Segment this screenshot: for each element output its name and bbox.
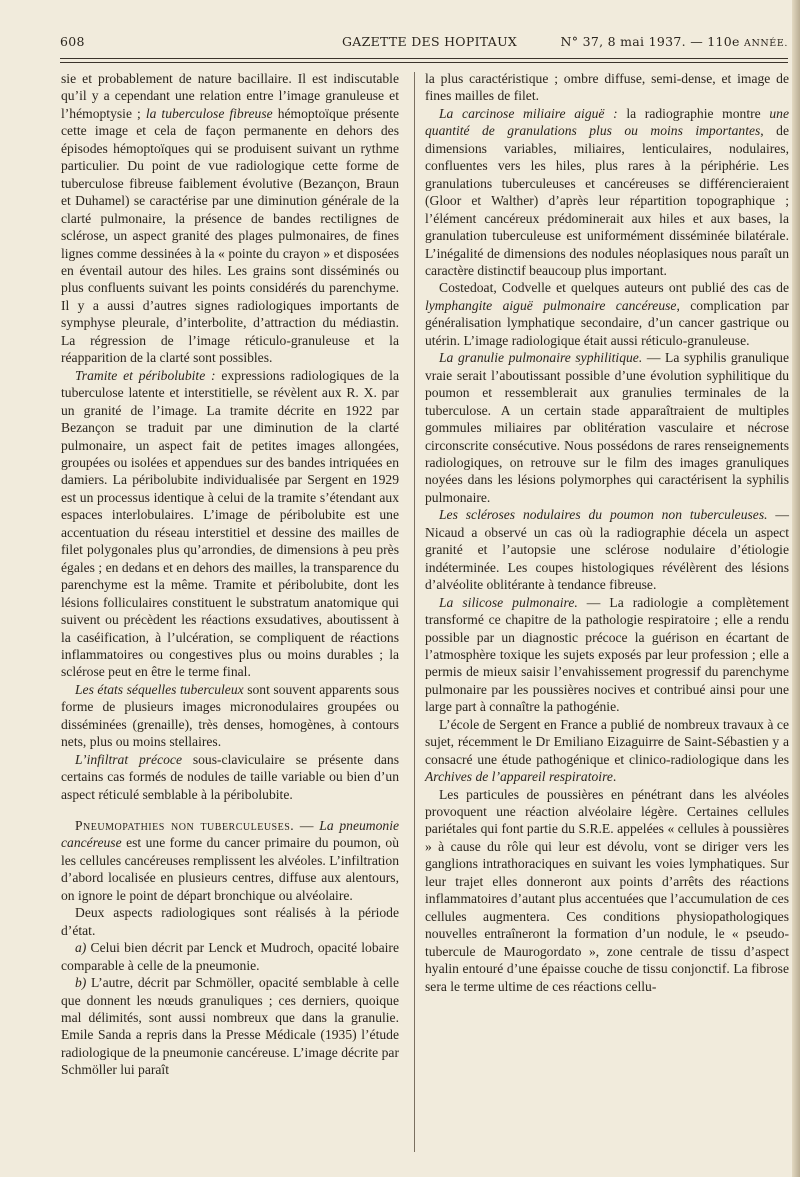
paragraph (61, 817, 399, 904)
italic-text: La carcinose miliaire aiguë : (439, 105, 618, 121)
italic-text: La silicose pulmonaire. (439, 594, 578, 610)
paragraph (61, 367, 399, 681)
paragraph (425, 279, 789, 349)
italic-text: La pneumonie cancéreuse (61, 818, 400, 851)
text-run: — La radiologie a complètement transformé ce chapitre de la pathologie respiratoire ; elle a rendu possible par un diagnostic précoce la guérison en écartant de l’atmosphère toxique les sujets exposés par leur profession ; elle a permis de mieux saisir l’envahissement progressif du parenchyme pulmonaire par les poussières nocives et contribué ainsi pour une large part à connaître la pathogénie. (425, 594, 789, 715)
paragraph (425, 786, 789, 995)
journal-title: GAZETTE DES HOPITAUX (342, 34, 518, 49)
text-run: L’école de Sergent en France a publié de nombreux travaux à ce sujet, récemment le Dr Emiliano Eizaguirre de Saint-Sébastien y a consacré une étude pathogénique et clinico-radiologique dans les (425, 716, 789, 767)
italic-text: La granulie pulmonaire syphilitique. (439, 350, 643, 366)
left-column (61, 70, 399, 1079)
italic-text: L’infiltrat précoce (75, 751, 182, 767)
header-rule (60, 58, 788, 59)
text-run: sous-claviculaire se présente dans certains cas formés de nodules de taille variable ou bien d’un aspect réticulé semblable à la péribolubite. (61, 751, 399, 802)
italic-text: a) (75, 940, 87, 956)
text-run: — La syphilis granulique vraie serait l’aboutissant possible d’une évolution syphilitique du poumon et ressemblerait aux granulies terminales de la tuberculose. A un certain stade apparaîtraient de multiples gommules miliaires par oblitération vasculaire et nécrose circonscrite consécutive. Nous possédons de rares renseignements radiologiques, on retrouve sur le film des images granuliques noyées dans les lésions polymorphes qui caractérisent la syphilis pulmonaire. (425, 350, 789, 505)
italic-text: b) (75, 975, 87, 991)
paragraph (61, 751, 399, 803)
text-run: sont souvent apparents sous forme de plusieurs images micronodulaires groupées ou disséminées (grenaille), très denses, homogènes, à contours nets, plus ou moins stellaires. (61, 681, 399, 750)
paragraph (425, 70, 789, 105)
issue-date: N° 37, 8 mai 1937. — 110e (560, 34, 740, 49)
italic-text: Les états séquelles tuberculeux (75, 681, 244, 697)
text-run: — (294, 818, 320, 834)
paragraph (61, 904, 399, 939)
paragraph (61, 70, 399, 367)
text-run: L’autre, décrit par Schmöller, opacité semblable à celle que donnent les nœuds granuliques ; ces derniers, quoique mal délimités, sont aussi nombreux que dans la granulie. Emile Sanda a repris dans la Presse Médicale (1935) l’étude radiologique de la pneumonie cancéreuse. L’image décrite par Schmöller lui paraît (61, 975, 399, 1078)
text-run: Les particules de poussières en pénétrant dans les alvéoles provoquent une réaction alvéolaire légère. Certaines cellules pariétales qui font partie du S.R.E. appelées « cellules à poussières » à cause du rôle qui leur est dévolu, vont se diriger vers les ganglions intrathoraciques en suivant les voies lymphatiques. Sur leur trajet elles donneront aux points d’arrêts des réactions inflammatoires d’autant plus accentuées que l’accumulation de ces cellules augmentera. Ces conditions physiopathologiques nouvelles entraîneront la formation d’un nodule, le « pseudo-tubercule de Maurogordato », zone centrale de tissu d’aspect hyalin entouré d’une épaisse couche de tissu conjonctif. La fibrose sera le terme ultime de ces réactions cellu- (425, 786, 789, 994)
page-header (60, 30, 788, 52)
page-number: 608 (60, 34, 85, 49)
text-run: sie et probablement de nature bacillaire. Il est indiscutable qu’il y a cependant une relation entre l’image granuleuse et l’hémoptysie ; (61, 71, 399, 121)
text-run: Celui bien décrit par Lenck et Mudroch, opacité lobaire comparable à celle de la pneumonie. (61, 940, 399, 973)
issue-info (561, 34, 788, 49)
text-run: — Nicaud a observé un cas où la radiographie décela un aspect granité et l’autopsie une sclérose nodulaire d’étiologie indéterminée. Les coupes histologiques révélèrent des lésions d’alvéolite oblitérante à tendance fibreuse. (425, 507, 789, 593)
issue-suffix: ANNÉE. (744, 38, 788, 49)
paragraph (425, 105, 789, 280)
italic-text: Archives de l’appareil respiratoire (425, 769, 613, 785)
paragraph (61, 974, 399, 1079)
paragraph (425, 594, 789, 716)
column-divider (414, 72, 415, 1152)
header-rule-thin (60, 62, 788, 63)
paragraph (61, 681, 399, 751)
text-run: , complication par généralisation lymphatique secondaire, d’un cancer gastrique ou utérin. L’image radiologique était aussi réticulo-granuleuse. (425, 297, 789, 348)
text-run: la radiographie montre (617, 105, 770, 121)
text-run: la plus caractéristique ; ombre diffuse, semi-dense, et image de fines mailles de filet. (425, 71, 789, 104)
paragraph (61, 939, 399, 974)
italic-text: Tramite et péribolubite : (75, 367, 216, 383)
text-run: Deux aspects radiologiques sont réalisés à la période d’état. (61, 905, 399, 938)
text-run: hémoptoïque présente cette image et cela de façon permanente en dehors des épisodes hémoptoïques qui se produisent suivant un rythme particulier. Du point de vue radiologique cette forme de tuberculose fibreuse faiblement évolutive (Bezançon, Braun et Duhamel) se caractérise par une diminution générale de la clarté pulmonaire, la présence de bandes rectilignes de sclérose, un aspect granité des plages pulmonaires, de fines lignes comme dessinées à la « pointe du crayon » et disposées en éventail autour des hiles. Les grains sont disséminés ou plus confluents suivant les points considérés du parenchyme. Il y a aussi d’autres signes radiologiques importants de symphyse pleurale, d’interbolite, d’attraction du médiastin. La régression de l’image réticulo-granuleuse et la réapparition de la clarté sont possibles. (61, 105, 399, 366)
page-edge (792, 0, 800, 1177)
right-column (425, 70, 789, 995)
italic-text: lymphangite aiguë pulmonaire cancéreuse (425, 297, 677, 313)
text-run: , de dimensions variables, miliaires, lenticulaires, nodulaires, confluentes vers les hiles, plus rares à la périphérie. Les granulations tuberculeuses et cancéreuses se différencieraient (Gloor et Walther) d’après leur répartition topographique ; l’élément cancéreux prédominerait aux hiles et aux bases, la granulation tuberculeuse est uniformément disséminée bilatérale. L’inégalité de dimensions des nodules néoplasiques nous paraît un caractère distinctif beaucoup plus important. (425, 123, 789, 278)
text-run: Costedoat, Codvelle et quelques auteurs ont publié des cas de (439, 280, 789, 296)
text-run: . (612, 769, 617, 785)
text-run: expressions radiologiques de la tuberculose latente et interstitielle, se révèlent aux R. X. par un granité de l’image. La tramite décrite en 1922 par Bezançon se traduit par une diminution de la clarté pulmonaire, un aspect fait de petites images allongées, groupées ou isolées et appendues sur des bandes intriquées en damiers. La péribolubite individualisée par Sergent en 1929 est un processus identique à celui de la tramite s’étendant aux espaces interlobulaires. L’image de péribolubite est une accentuation du réseau interstitiel et dessine des mailles de filet polygonales plus qu’arrondies, de dimensions à peu près égales ; en dedans et en dehors des mailles, la transparence du parenchyme est la même. Tramite et péribolubite, dont les lésions folliculaires constituent le substratum anatomique qui suivent ou précèdent les réactions exsudatives, aboutissent à la caséification, à l’ulcération, se compliquent de réactions inflammatoires ou congestives plus ou moins durables ; la sclérose peut en être le terme final. (61, 367, 399, 680)
text-run: est une forme du cancer primaire du poumon, où les cellules cancéreuses remplissent les alvéoles. L’infiltration d’abord localisée en plusieurs centres, diffuse aux alentours, on ignore le point de départ bronchique ou alvéolaire. (61, 835, 399, 903)
section-heading: Pneumopathies non tuberculeuses. (75, 818, 295, 834)
italic-text: une quantité de granulations plus ou moins importantes (425, 105, 789, 139)
paragraph (425, 716, 789, 786)
italic-text: la tuberculose fibreuse (145, 105, 273, 121)
paragraph (425, 506, 789, 593)
paragraph (425, 349, 789, 506)
italic-text: Les scléroses nodulaires du poumon non tuberculeuses. (439, 507, 768, 523)
